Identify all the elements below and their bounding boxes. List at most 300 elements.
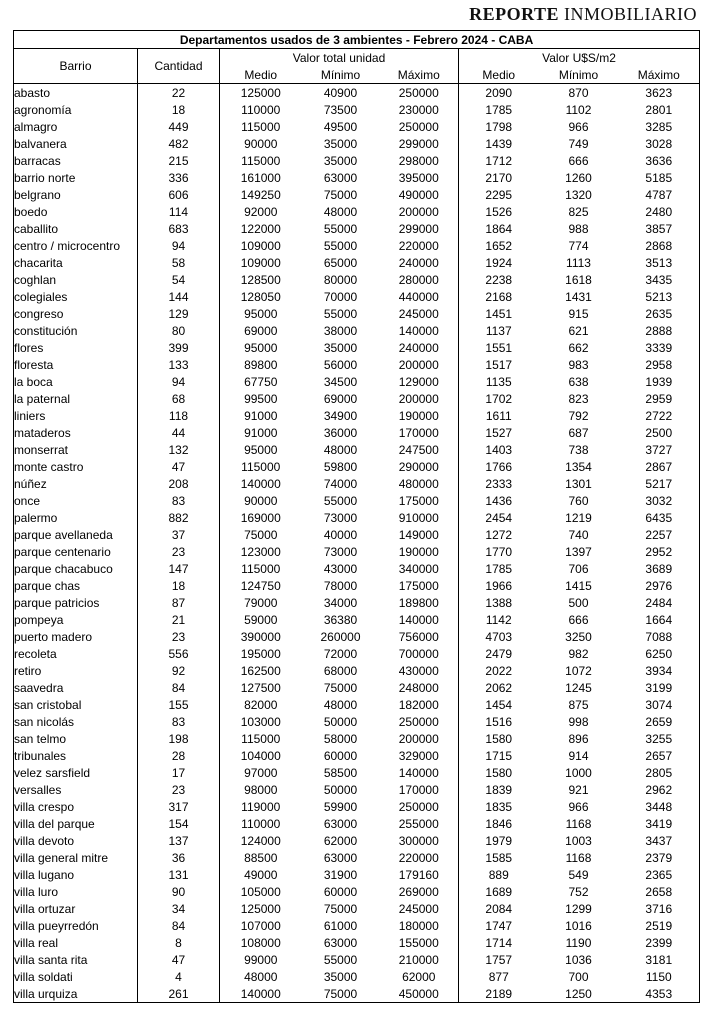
m2-minimo-cell: 875 <box>568 697 589 712</box>
total-maximo-cell: 220000 <box>380 237 459 254</box>
table-row <box>14 407 700 424</box>
barrio-cell: abasto <box>14 84 138 102</box>
brand-word-bold: REPORTE <box>469 4 560 24</box>
barrio-cell: villa luro <box>14 883 138 900</box>
table-row <box>14 492 700 509</box>
m2-minimo-cell: 740 <box>568 527 589 542</box>
total-minimo-cell: 55000 <box>323 952 358 967</box>
total-medio-cell: 162500 <box>220 662 302 679</box>
table-row <box>14 305 700 322</box>
table-row <box>14 730 700 747</box>
m2-maximo-cell: 2399 <box>619 934 700 951</box>
m2-minimo-cell: 500 <box>568 595 589 610</box>
total-medio-cell: 103000 <box>220 713 302 730</box>
table-title: Departamentos usados de 3 ambientes - Febrero 2024 - CABA <box>14 31 700 49</box>
table-row <box>14 509 700 526</box>
barrio-cell: san nicolás <box>14 713 138 730</box>
table-row <box>14 152 700 169</box>
total-medio-cell: 90000 <box>220 135 302 152</box>
total-minimo-cell: 35000 <box>323 340 358 355</box>
header-m2-minimo: Mínimo <box>539 66 619 84</box>
total-medio-cell: 125000 <box>220 900 302 917</box>
total-maximo-cell: 250000 <box>380 118 459 135</box>
total-maximo-cell: 170000 <box>380 424 459 441</box>
table-row <box>14 781 700 798</box>
m2-minimo-cell: 638 <box>568 374 589 389</box>
barrio-cell: villa pueyrredón <box>14 917 138 934</box>
total-minimo-cell: 74000 <box>323 476 358 491</box>
m2-minimo-cell: 998 <box>568 714 589 729</box>
cantidad-cell: 36 <box>138 849 220 866</box>
table-row <box>14 458 700 475</box>
m2-medio-cell: 1403 <box>459 441 539 458</box>
total-minimo-cell: 35000 <box>323 136 358 151</box>
total-medio-cell: 69000 <box>220 322 302 339</box>
barrio-cell: villa ortuzar <box>14 900 138 917</box>
total-medio-cell: 98000 <box>220 781 302 798</box>
m2-maximo-cell: 5217 <box>619 475 700 492</box>
m2-medio-cell: 2090 <box>459 84 539 102</box>
total-minimo-cell: 31900 <box>323 867 358 882</box>
m2-medio-cell: 1747 <box>459 917 539 934</box>
cantidad-cell: 37 <box>138 526 220 543</box>
m2-medio-cell: 1585 <box>459 849 539 866</box>
table-row <box>14 866 700 883</box>
total-maximo-cell: 175000 <box>380 577 459 594</box>
cantidad-cell: 155 <box>138 696 220 713</box>
m2-maximo-cell: 2959 <box>619 390 700 407</box>
total-medio-cell: 149250 <box>220 186 302 203</box>
cantidad-cell: 44 <box>138 424 220 441</box>
total-medio-cell: 109000 <box>220 254 302 271</box>
table-row <box>14 441 700 458</box>
m2-minimo-cell: 1168 <box>565 850 592 865</box>
m2-medio-cell: 1439 <box>459 135 539 152</box>
m2-maximo-cell: 3623 <box>619 84 700 102</box>
total-maximo-cell: 200000 <box>380 390 459 407</box>
cantidad-cell: 18 <box>138 101 220 118</box>
total-minimo-cell: 38000 <box>323 323 358 338</box>
total-maximo-cell: 299000 <box>380 135 459 152</box>
m2-minimo-cell: 706 <box>568 561 589 576</box>
total-maximo-cell: 440000 <box>380 288 459 305</box>
table-row <box>14 237 700 254</box>
barrio-cell: constitución <box>14 322 138 339</box>
cantidad-cell: 114 <box>138 203 220 220</box>
total-minimo-cell: 43000 <box>323 561 358 576</box>
m2-minimo-cell: 921 <box>568 782 589 797</box>
cantidad-cell: 556 <box>138 645 220 662</box>
barrio-cell: saavedra <box>14 679 138 696</box>
m2-medio-cell: 1388 <box>459 594 539 611</box>
cantidad-cell: 147 <box>138 560 220 577</box>
m2-minimo-cell: 662 <box>568 340 589 355</box>
total-minimo-cell: 40900 <box>323 85 358 100</box>
m2-medio-cell: 889 <box>459 866 539 883</box>
total-maximo-cell: 140000 <box>380 764 459 781</box>
total-minimo-cell: 36000 <box>323 425 358 440</box>
m2-maximo-cell: 3028 <box>619 135 700 152</box>
m2-medio-cell: 1785 <box>459 101 539 118</box>
table-row <box>14 169 700 186</box>
cantidad-cell: 137 <box>138 832 220 849</box>
total-minimo-cell: 80000 <box>323 272 358 287</box>
cantidad-cell: 84 <box>138 679 220 696</box>
total-minimo-cell: 65000 <box>323 255 358 270</box>
table-row <box>14 594 700 611</box>
m2-medio-cell: 1979 <box>459 832 539 849</box>
total-minimo-cell: 60000 <box>323 748 358 763</box>
total-maximo-cell: 200000 <box>380 203 459 220</box>
m2-maximo-cell: 3934 <box>619 662 700 679</box>
m2-maximo-cell: 2519 <box>619 917 700 934</box>
m2-maximo-cell: 2952 <box>619 543 700 560</box>
barrio-cell: centro / microcentro <box>14 237 138 254</box>
m2-maximo-cell: 2379 <box>619 849 700 866</box>
cantidad-cell: 90 <box>138 883 220 900</box>
total-minimo-cell: 50000 <box>323 782 358 797</box>
total-minimo-cell: 48000 <box>323 204 358 219</box>
m2-medio-cell: 1702 <box>459 390 539 407</box>
total-minimo-cell: 34500 <box>323 374 358 389</box>
barrio-cell: mataderos <box>14 424 138 441</box>
m2-medio-cell: 1135 <box>459 373 539 390</box>
table-row <box>14 424 700 441</box>
total-minimo-cell: 55000 <box>323 221 358 236</box>
cantidad-cell: 58 <box>138 254 220 271</box>
m2-medio-cell: 1714 <box>459 934 539 951</box>
total-medio-cell: 124750 <box>220 577 302 594</box>
total-maximo-cell: 430000 <box>380 662 459 679</box>
table-row <box>14 288 700 305</box>
table-row <box>14 135 700 152</box>
table-row <box>14 339 700 356</box>
table-row <box>14 917 700 934</box>
barrio-cell: villa del parque <box>14 815 138 832</box>
cantidad-cell: 882 <box>138 509 220 526</box>
m2-medio-cell: 4703 <box>459 628 539 645</box>
table-row <box>14 543 700 560</box>
total-medio-cell: 48000 <box>220 968 302 985</box>
total-maximo-cell: 189800 <box>380 594 459 611</box>
m2-maximo-cell: 3199 <box>619 679 700 696</box>
total-medio-cell: 109000 <box>220 237 302 254</box>
total-maximo-cell: 250000 <box>380 84 459 102</box>
table-row <box>14 628 700 645</box>
m2-medio-cell: 1712 <box>459 152 539 169</box>
table-row <box>14 220 700 237</box>
total-maximo-cell: 245000 <box>380 305 459 322</box>
m2-maximo-cell: 2958 <box>619 356 700 373</box>
m2-minimo-cell: 983 <box>568 357 589 372</box>
total-minimo-cell: 63000 <box>323 816 358 831</box>
cantidad-cell: 47 <box>138 458 220 475</box>
total-medio-cell: 123000 <box>220 543 302 560</box>
total-maximo-cell: 190000 <box>380 407 459 424</box>
m2-maximo-cell: 3636 <box>619 152 700 169</box>
m2-minimo-cell: 3250 <box>565 629 592 644</box>
total-maximo-cell: 190000 <box>380 543 459 560</box>
m2-maximo-cell: 2801 <box>619 101 700 118</box>
barrio-cell: boedo <box>14 203 138 220</box>
barrio-cell: velez sarsfield <box>14 764 138 781</box>
m2-maximo-cell: 6250 <box>619 645 700 662</box>
barrio-cell: pompeya <box>14 611 138 628</box>
total-minimo-cell: 58500 <box>323 765 358 780</box>
total-medio-cell: 128500 <box>220 271 302 288</box>
total-minimo-cell: 75000 <box>323 187 358 202</box>
total-minimo-cell: 40000 <box>323 527 358 542</box>
barrio-cell: tribunales <box>14 747 138 764</box>
table-row <box>14 611 700 628</box>
total-medio-cell: 115000 <box>220 458 302 475</box>
barrio-cell: chacarita <box>14 254 138 271</box>
total-minimo-cell: 68000 <box>323 663 358 678</box>
total-medio-cell: 125000 <box>220 84 302 102</box>
table-row <box>14 356 700 373</box>
total-maximo-cell: 290000 <box>380 458 459 475</box>
total-maximo-cell: 247500 <box>380 441 459 458</box>
cantidad-cell: 132 <box>138 441 220 458</box>
m2-maximo-cell: 3181 <box>619 951 700 968</box>
m2-maximo-cell: 3727 <box>619 441 700 458</box>
m2-medio-cell: 1770 <box>459 543 539 560</box>
total-medio-cell: 122000 <box>220 220 302 237</box>
m2-maximo-cell: 2658 <box>619 883 700 900</box>
cantidad-cell: 606 <box>138 186 220 203</box>
barrio-cell: floresta <box>14 356 138 373</box>
m2-medio-cell: 1611 <box>459 407 539 424</box>
m2-medio-cell: 2022 <box>459 662 539 679</box>
cantidad-cell: 198 <box>138 730 220 747</box>
total-medio-cell: 91000 <box>220 407 302 424</box>
barrio-cell: villa crespo <box>14 798 138 815</box>
m2-medio-cell: 2479 <box>459 645 539 662</box>
total-maximo-cell: 179160 <box>380 866 459 883</box>
total-medio-cell: 124000 <box>220 832 302 849</box>
barrio-cell: villa santa rita <box>14 951 138 968</box>
total-medio-cell: 115000 <box>220 730 302 747</box>
m2-minimo-cell: 1397 <box>565 544 592 559</box>
total-medio-cell: 88500 <box>220 849 302 866</box>
cantidad-cell: 131 <box>138 866 220 883</box>
barrio-cell: belgrano <box>14 186 138 203</box>
m2-medio-cell: 1517 <box>459 356 539 373</box>
total-maximo-cell: 299000 <box>380 220 459 237</box>
cantidad-cell: 482 <box>138 135 220 152</box>
table-row <box>14 815 700 832</box>
total-maximo-cell: 140000 <box>380 322 459 339</box>
m2-maximo-cell: 6435 <box>619 509 700 526</box>
m2-medio-cell: 1652 <box>459 237 539 254</box>
cantidad-cell: 22 <box>138 84 220 102</box>
brand-logo <box>469 4 697 25</box>
barrio-cell: monte castro <box>14 458 138 475</box>
m2-medio-cell: 1551 <box>459 339 539 356</box>
table-row <box>14 475 700 492</box>
m2-minimo-cell: 666 <box>568 612 589 627</box>
m2-medio-cell: 1846 <box>459 815 539 832</box>
table-row <box>14 798 700 815</box>
total-maximo-cell: 450000 <box>380 985 459 1003</box>
m2-maximo-cell: 2722 <box>619 407 700 424</box>
table-row <box>14 951 700 968</box>
m2-maximo-cell: 4787 <box>619 186 700 203</box>
m2-maximo-cell: 3448 <box>619 798 700 815</box>
barrio-cell: la paternal <box>14 390 138 407</box>
m2-maximo-cell: 1664 <box>619 611 700 628</box>
total-maximo-cell: 129000 <box>380 373 459 390</box>
barrio-cell: agronomía <box>14 101 138 118</box>
cantidad-cell: 94 <box>138 373 220 390</box>
m2-medio-cell: 2238 <box>459 271 539 288</box>
barrio-cell: liniers <box>14 407 138 424</box>
cantidad-cell: 80 <box>138 322 220 339</box>
total-minimo-cell: 55000 <box>323 306 358 321</box>
total-maximo-cell: 300000 <box>380 832 459 849</box>
barrio-cell: parque avellaneda <box>14 526 138 543</box>
barrio-cell: caballito <box>14 220 138 237</box>
m2-medio-cell: 1580 <box>459 730 539 747</box>
m2-medio-cell: 1516 <box>459 713 539 730</box>
total-maximo-cell: 220000 <box>380 849 459 866</box>
total-medio-cell: 79000 <box>220 594 302 611</box>
cantidad-cell: 17 <box>138 764 220 781</box>
m2-minimo-cell: 621 <box>568 323 589 338</box>
total-minimo-cell: 72000 <box>323 646 358 661</box>
barrio-cell: san cristobal <box>14 696 138 713</box>
total-maximo-cell: 200000 <box>380 730 459 747</box>
total-minimo-cell: 62000 <box>323 833 358 848</box>
total-medio-cell: 140000 <box>220 475 302 492</box>
cantidad-cell: 23 <box>138 543 220 560</box>
cantidad-cell: 683 <box>138 220 220 237</box>
m2-minimo-cell: 774 <box>568 238 589 253</box>
m2-minimo-cell: 752 <box>568 884 589 899</box>
cantidad-cell: 8 <box>138 934 220 951</box>
price-table <box>13 30 700 1003</box>
table-row <box>14 679 700 696</box>
barrio-cell: palermo <box>14 509 138 526</box>
total-medio-cell: 92000 <box>220 203 302 220</box>
m2-medio-cell: 1966 <box>459 577 539 594</box>
m2-maximo-cell: 2365 <box>619 866 700 883</box>
cantidad-cell: 68 <box>138 390 220 407</box>
barrio-cell: colegiales <box>14 288 138 305</box>
m2-medio-cell: 1785 <box>459 560 539 577</box>
cantidad-cell: 94 <box>138 237 220 254</box>
cantidad-cell: 449 <box>138 118 220 135</box>
table-row <box>14 883 700 900</box>
m2-maximo-cell: 3513 <box>619 254 700 271</box>
header-cantidad: Cantidad <box>138 49 220 84</box>
m2-medio-cell: 1526 <box>459 203 539 220</box>
m2-medio-cell: 1835 <box>459 798 539 815</box>
total-minimo-cell: 56000 <box>323 357 358 372</box>
header-group-m2: Valor U$S/m2 <box>459 49 700 67</box>
cantidad-cell: 23 <box>138 781 220 798</box>
barrio-cell: monserrat <box>14 441 138 458</box>
total-medio-cell: 105000 <box>220 883 302 900</box>
cantidad-cell: 54 <box>138 271 220 288</box>
table-row <box>14 186 700 203</box>
total-medio-cell: 89800 <box>220 356 302 373</box>
m2-medio-cell: 1451 <box>459 305 539 322</box>
m2-maximo-cell: 3074 <box>619 696 700 713</box>
m2-medio-cell: 1436 <box>459 492 539 509</box>
total-maximo-cell: 140000 <box>380 611 459 628</box>
header-total-medio: Medio <box>220 66 302 84</box>
total-minimo-cell: 75000 <box>323 901 358 916</box>
m2-medio-cell: 2454 <box>459 509 539 526</box>
total-medio-cell: 95000 <box>220 339 302 356</box>
m2-maximo-cell: 3339 <box>619 339 700 356</box>
barrio-cell: villa lugano <box>14 866 138 883</box>
total-medio-cell: 115000 <box>220 560 302 577</box>
table-row <box>14 696 700 713</box>
m2-medio-cell: 877 <box>459 968 539 985</box>
table-row <box>14 832 700 849</box>
m2-minimo-cell: 915 <box>568 306 589 321</box>
total-minimo-cell: 75000 <box>323 680 358 695</box>
barrio-cell: balvanera <box>14 135 138 152</box>
total-minimo-cell: 34000 <box>323 595 358 610</box>
m2-minimo-cell: 914 <box>568 748 589 763</box>
cantidad-cell: 336 <box>138 169 220 186</box>
m2-maximo-cell: 3689 <box>619 560 700 577</box>
cantidad-cell: 92 <box>138 662 220 679</box>
m2-maximo-cell: 2257 <box>619 526 700 543</box>
total-minimo-cell: 260000 <box>320 629 361 644</box>
m2-maximo-cell: 3032 <box>619 492 700 509</box>
total-medio-cell: 161000 <box>220 169 302 186</box>
total-minimo-cell: 35000 <box>323 969 358 984</box>
total-medio-cell: 104000 <box>220 747 302 764</box>
total-minimo-cell: 48000 <box>323 442 358 457</box>
table-row <box>14 577 700 594</box>
total-maximo-cell: 298000 <box>380 152 459 169</box>
total-medio-cell: 140000 <box>220 985 302 1003</box>
table-row <box>14 934 700 951</box>
total-maximo-cell: 180000 <box>380 917 459 934</box>
m2-minimo-cell: 749 <box>568 136 589 151</box>
total-medio-cell: 119000 <box>220 798 302 815</box>
cantidad-cell: 399 <box>138 339 220 356</box>
m2-minimo-cell: 549 <box>568 867 589 882</box>
total-medio-cell: 67750 <box>220 373 302 390</box>
table-row <box>14 322 700 339</box>
table-row <box>14 390 700 407</box>
total-medio-cell: 107000 <box>220 917 302 934</box>
total-maximo-cell: 255000 <box>380 815 459 832</box>
m2-minimo-cell: 825 <box>568 204 589 219</box>
total-maximo-cell: 245000 <box>380 900 459 917</box>
barrio-cell: flores <box>14 339 138 356</box>
m2-minimo-cell: 738 <box>568 442 589 457</box>
cantidad-cell: 261 <box>138 985 220 1003</box>
total-maximo-cell: 230000 <box>380 101 459 118</box>
table-row <box>14 118 700 135</box>
m2-minimo-cell: 1102 <box>565 102 592 117</box>
m2-medio-cell: 1454 <box>459 696 539 713</box>
m2-minimo-cell: 1618 <box>565 272 592 287</box>
m2-medio-cell: 2333 <box>459 475 539 492</box>
m2-medio-cell: 1580 <box>459 764 539 781</box>
cantidad-cell: 21 <box>138 611 220 628</box>
total-maximo-cell: 340000 <box>380 560 459 577</box>
total-maximo-cell: 395000 <box>380 169 459 186</box>
m2-maximo-cell: 1939 <box>619 373 700 390</box>
